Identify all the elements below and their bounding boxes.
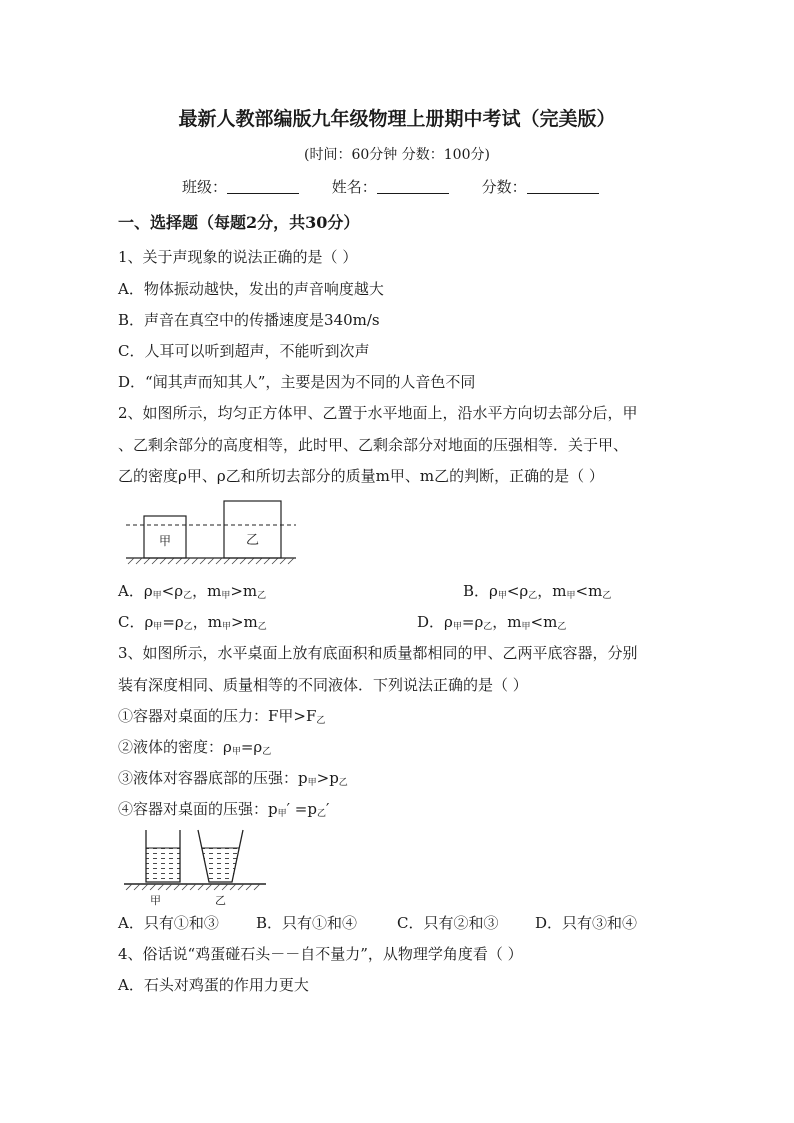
q1-option-c: C．人耳可以听到超声，不能听到次声 bbox=[118, 342, 370, 360]
label-jia: 甲 bbox=[159, 534, 172, 548]
q1-option-d: D．“闻其声而知其人”，主要是因为不同的人音色不同 bbox=[118, 373, 476, 391]
class-label: 班级： bbox=[182, 178, 228, 196]
q4-option-a: A．石头对鸡蛋的作用力更大 bbox=[118, 976, 309, 994]
q2-stem-line1: 2、如图所示，均匀正方体甲、乙置于水平地面上，沿水平方向切去部分后，甲 bbox=[118, 404, 638, 422]
q2-option-d: D．$\rho_甲=\rho_乙$，$m_甲<m_乙$ bbox=[417, 613, 567, 632]
q4-stem: 4、俗话说“鸡蛋碰石头－－自不量力”，从物理学角度看（ ） bbox=[118, 945, 523, 963]
q2-option-b: B．$\rho_甲<\rho_乙$，$m_甲<m_乙$ bbox=[463, 582, 612, 601]
q2-stem-line2: 、乙剩余部分的高度相等，此时甲、乙剩余部分对地面的压强相等．关于甲、 bbox=[118, 436, 629, 454]
section-heading: 一、选择题（每题2分，共30分） bbox=[118, 213, 360, 232]
q3-option-b: B．只有①和④ bbox=[256, 914, 358, 932]
q3-option-d: D．只有③和④ bbox=[535, 914, 638, 932]
table-hatch bbox=[126, 884, 260, 890]
score-label: 分数： bbox=[481, 178, 527, 196]
q3-statement-4: ④容器对桌面的压强：$p_甲' =p_乙'$ bbox=[118, 800, 330, 819]
liquid-jia bbox=[146, 848, 180, 882]
q3-stem-line2: 装有深度相同、质量相等的不同液体．下列说法正确的是（ ） bbox=[118, 676, 528, 694]
label-yi: 乙 bbox=[215, 894, 226, 907]
q3-statement-2: ②液体的密度：$\rho_甲=\rho_乙$ bbox=[118, 738, 272, 757]
label-yi: 乙 bbox=[246, 533, 260, 548]
q1-stem: 1、关于声现象的说法正确的是（ ） bbox=[118, 248, 358, 266]
q2-figure bbox=[118, 500, 298, 565]
q3-option-a: A．只有①和③ bbox=[118, 914, 219, 932]
student-info-fields bbox=[182, 176, 627, 197]
q2-stem-line3: 乙的密度ρ甲、ρ乙和所切去部分的质量m甲、m乙的判断，正确的是（ ） bbox=[118, 467, 604, 485]
class-blank[interactable] bbox=[227, 179, 299, 194]
exam-title: 最新人教部编版九年级物理上册期中考试（完美版） bbox=[178, 108, 616, 130]
q3-statement-3: ③液体对容器底部的压强：$p_甲>p_乙$ bbox=[118, 769, 348, 788]
q2-option-c: C．$\rho_甲=\rho_乙$，$m_甲>m_乙$ bbox=[118, 613, 267, 632]
name-label: 姓名： bbox=[331, 178, 377, 196]
q2-option-a: A．$\rho_甲<\rho_乙$，$m_甲>m_乙$ bbox=[118, 582, 267, 601]
q3-statement-1: ①容器对桌面的压力：F甲$>F_乙$ bbox=[118, 707, 326, 726]
ground-hatch bbox=[128, 558, 294, 564]
name-blank[interactable] bbox=[377, 179, 449, 194]
q1-option-a: A．物体振动越快，发出的声音响度越大 bbox=[118, 280, 384, 298]
block-yi bbox=[224, 501, 281, 558]
exam-subtitle: (时间：60分钟 分数：100分) bbox=[304, 147, 490, 163]
q3-stem-line1: 3、如图所示，水平桌面上放有底面积和质量都相同的甲、乙两平底容器，分别 bbox=[118, 644, 638, 662]
q3-option-c: C．只有②和③ bbox=[397, 914, 499, 932]
label-jia: 甲 bbox=[150, 894, 161, 907]
q3-figure bbox=[120, 826, 270, 908]
q1-option-b: B．声音在真空中的传播速度是340m/s bbox=[118, 311, 380, 329]
score-blank[interactable] bbox=[527, 179, 599, 194]
